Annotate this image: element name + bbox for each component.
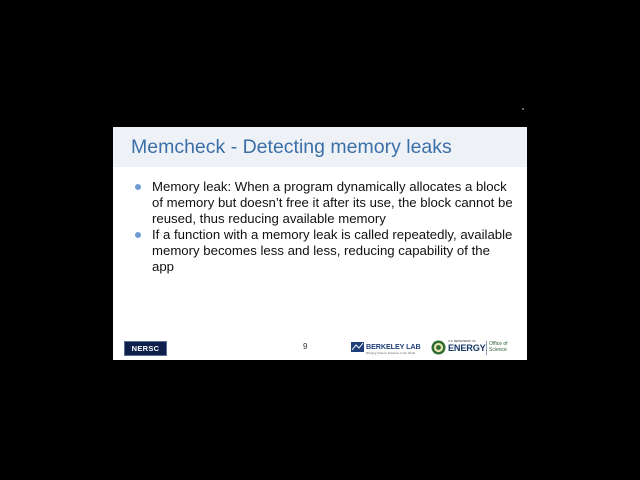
office-of-science-text: Office of Science (489, 341, 508, 353)
berkeley-lab-mark-icon (351, 342, 364, 352)
bullet-item (133, 227, 513, 275)
doe-office-of-science-logo (431, 339, 523, 358)
berkeley-lab-name: BERKELEY LAB (366, 342, 421, 351)
nersc-logo: NERSC (124, 341, 167, 356)
bullet-text: Memory leak: When a program dynamically allocates a block of memory but doesn’t free it after its use, the block cannot be reused, thus reducing available memory (152, 179, 513, 226)
slide-title-bar (113, 127, 527, 167)
doe-divider (486, 341, 487, 355)
berkeley-lab-tagline: Bringing Science Solutions to the World (366, 351, 416, 355)
presentation-slide (113, 127, 527, 360)
slide-title: Memcheck - Detecting memory leaks (131, 136, 452, 158)
bullet-dot-icon (135, 184, 141, 190)
doe-department-text: U.S. DEPARTMENT OF (448, 340, 476, 343)
page-number: 9 (303, 342, 308, 351)
berkeley-lab-logo (351, 341, 419, 356)
doe-seal-icon (431, 340, 446, 355)
doe-energy-text: ENERGY (448, 343, 486, 353)
slide-footer (113, 333, 527, 360)
bullet-item (133, 179, 513, 227)
bullet-text: If a function with a memory leak is called repeatedly, available memory becomes less and less, reducing capability of the app (152, 227, 513, 274)
background-speck (522, 108, 524, 110)
bullet-dot-icon (135, 232, 141, 238)
bullet-list (133, 179, 513, 275)
